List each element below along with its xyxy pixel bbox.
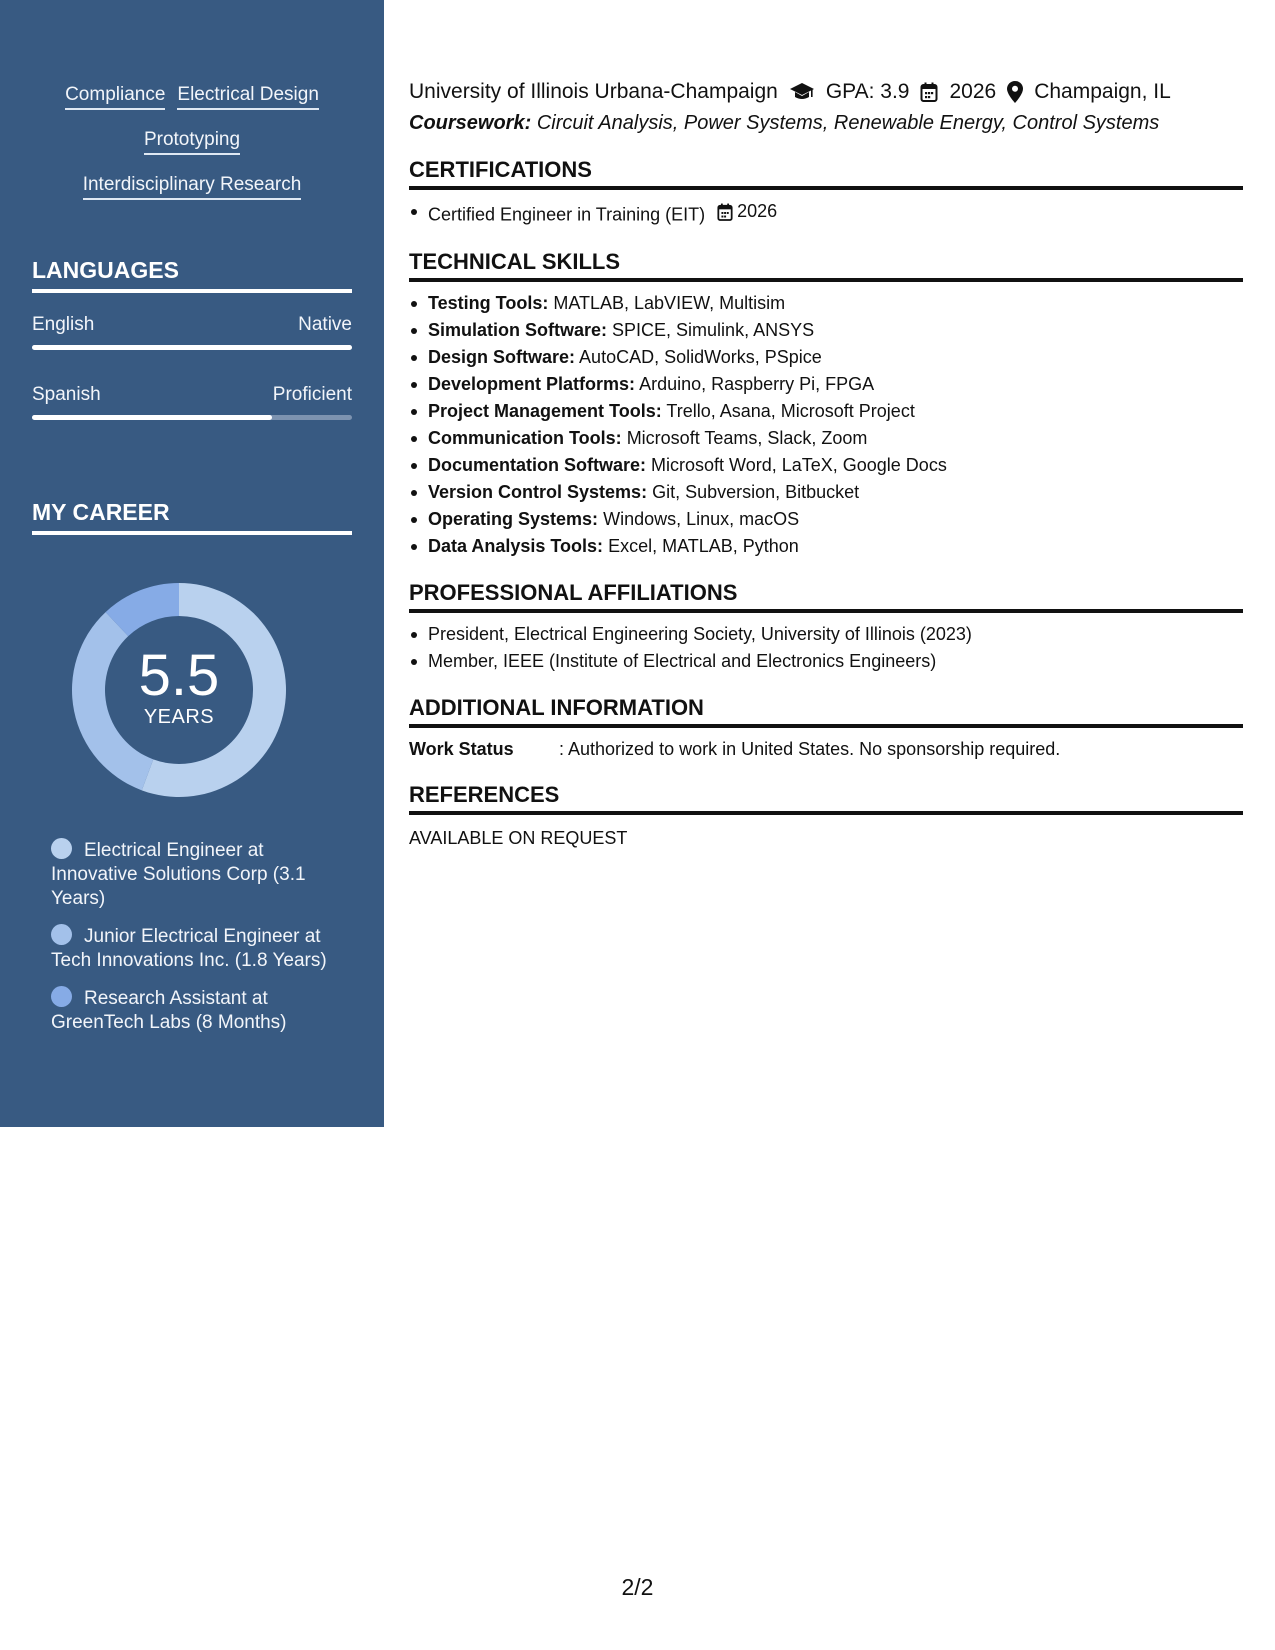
career-list	[51, 838, 341, 1048]
skill-value: Windows, Linux, macOS	[603, 508, 800, 529]
section-title: ADDITIONAL INFORMATION	[409, 695, 1243, 728]
career-item	[51, 986, 341, 1035]
calendar-icon	[717, 203, 733, 221]
section-title: PROFESSIONAL AFFILIATIONS	[409, 580, 1243, 613]
language-name: English	[32, 314, 95, 335]
skill-tags	[32, 84, 352, 219]
skill-value: Excel, MATLAB, Python	[608, 535, 799, 556]
work-status-label: Work Status	[409, 738, 514, 759]
language-level: Native	[298, 314, 352, 335]
skill-value: MATLAB, LabVIEW, Multisim	[553, 292, 786, 313]
sidebar	[0, 0, 384, 1127]
career-total-value: 5.5	[138, 643, 220, 708]
career-item-label: Junior Electrical Engineer at Tech Innovations Inc. (1.8 Years)	[51, 926, 327, 971]
career-item-label: Electrical Engineer at Innovative Solutions Corp (3.1 Years)	[51, 840, 306, 909]
calendar-icon	[920, 82, 938, 102]
education-line	[409, 78, 1243, 106]
career-donut	[66, 577, 292, 803]
school-name: University of Illinois Urbana-Champaign	[409, 80, 778, 103]
list-item	[409, 479, 1243, 506]
list-item	[409, 398, 1243, 425]
affiliations-section	[409, 580, 1243, 675]
skill-label: Design Software:	[428, 346, 576, 367]
list-item	[409, 452, 1243, 479]
career-dot	[51, 924, 72, 945]
skill-value: Arduino, Raspberry Pi, FPGA	[639, 373, 875, 394]
section-title: TECHNICAL SKILLS	[409, 249, 1243, 282]
career-total-unit: YEARS	[143, 706, 215, 728]
skill-label: Communication Tools:	[428, 427, 622, 448]
skill-tag: Prototyping	[144, 129, 240, 155]
list-item	[409, 344, 1243, 371]
language-level: Proficient	[272, 384, 352, 405]
skill-label: Project Management Tools:	[428, 400, 662, 421]
career-heading: MY CAREER	[32, 499, 352, 535]
certification-name: Certified Engineer in Training (EIT)	[428, 204, 706, 225]
graduation-cap-icon	[789, 82, 815, 102]
career-item	[51, 924, 341, 973]
section-title: REFERENCES	[409, 782, 1243, 815]
skill-label: Data Analysis Tools:	[428, 535, 604, 556]
skill-value: Git, Subversion, Bitbucket	[652, 481, 860, 502]
career-item	[51, 838, 341, 911]
list-item	[409, 290, 1243, 317]
coursework-list: Circuit Analysis, Power Systems, Renewable Energy, Control Systems	[536, 112, 1160, 134]
school-location: Champaign, IL	[1034, 80, 1171, 103]
certification-year: 2026	[737, 201, 778, 221]
references-text: AVAILABLE ON REQUEST	[409, 827, 628, 848]
list-item	[409, 425, 1243, 452]
skill-value: AutoCAD, SolidWorks, PSpice	[579, 346, 822, 367]
technical-skills-section	[409, 249, 1243, 560]
gpa: GPA: 3.9	[825, 80, 910, 103]
coursework	[409, 109, 1243, 137]
skill-value: SPICE, Simulink, ANSYS	[612, 319, 815, 340]
map-pin-icon	[1007, 81, 1023, 103]
skill-tag: Compliance	[65, 84, 165, 110]
certifications-section	[409, 157, 1243, 229]
skill-value: Trello, Asana, Microsoft Project	[666, 400, 915, 421]
skill-label: Simulation Software:	[428, 319, 608, 340]
list-item	[409, 198, 1243, 229]
language-bar-fill	[32, 345, 352, 350]
list-item: President, Electrical Engineering Society, University of Illinois (2023)	[409, 621, 1243, 648]
career-dot	[51, 838, 72, 859]
language-name: Spanish	[32, 384, 101, 405]
work-status-row	[409, 736, 1243, 762]
skill-value: Microsoft Teams, Slack, Zoom	[626, 427, 868, 448]
work-status-value: : Authorized to work in United States. No sponsorship required.	[559, 738, 1061, 759]
certification-date	[717, 198, 777, 225]
language-bar-fill	[32, 415, 272, 420]
skill-value: Microsoft Word, LaTeX, Google Docs	[651, 454, 947, 475]
language-english	[32, 314, 352, 350]
list-item	[409, 317, 1243, 344]
language-bar	[32, 415, 352, 420]
skill-tag: Interdisciplinary Research	[83, 174, 302, 200]
list-item	[409, 533, 1243, 560]
languages-heading: LANGUAGES	[32, 257, 352, 293]
list-item	[409, 371, 1243, 398]
skill-label: Operating Systems:	[428, 508, 599, 529]
skill-tag: Electrical Design	[177, 84, 319, 110]
graduation-year: 2026	[949, 80, 997, 103]
main-content	[409, 78, 1243, 851]
skill-label: Testing Tools:	[428, 292, 549, 313]
skill-label: Version Control Systems:	[428, 481, 648, 502]
list-item	[409, 506, 1243, 533]
donut-center	[66, 577, 292, 803]
coursework-label: Coursework:	[409, 112, 532, 134]
references-section	[409, 782, 1243, 851]
language-bar	[32, 345, 352, 350]
additional-information-section	[409, 695, 1243, 762]
section-title: CERTIFICATIONS	[409, 157, 1243, 190]
skill-label: Development Platforms:	[428, 373, 636, 394]
skill-label: Documentation Software:	[428, 454, 647, 475]
language-spanish	[32, 384, 352, 420]
career-dot	[51, 986, 72, 1007]
career-item-label: Research Assistant at GreenTech Labs (8 Months)	[51, 988, 287, 1033]
list-item: Member, IEEE (Institute of Electrical and Electronics Engineers)	[409, 648, 1243, 675]
page-number: 2/2	[621, 1574, 654, 1600]
